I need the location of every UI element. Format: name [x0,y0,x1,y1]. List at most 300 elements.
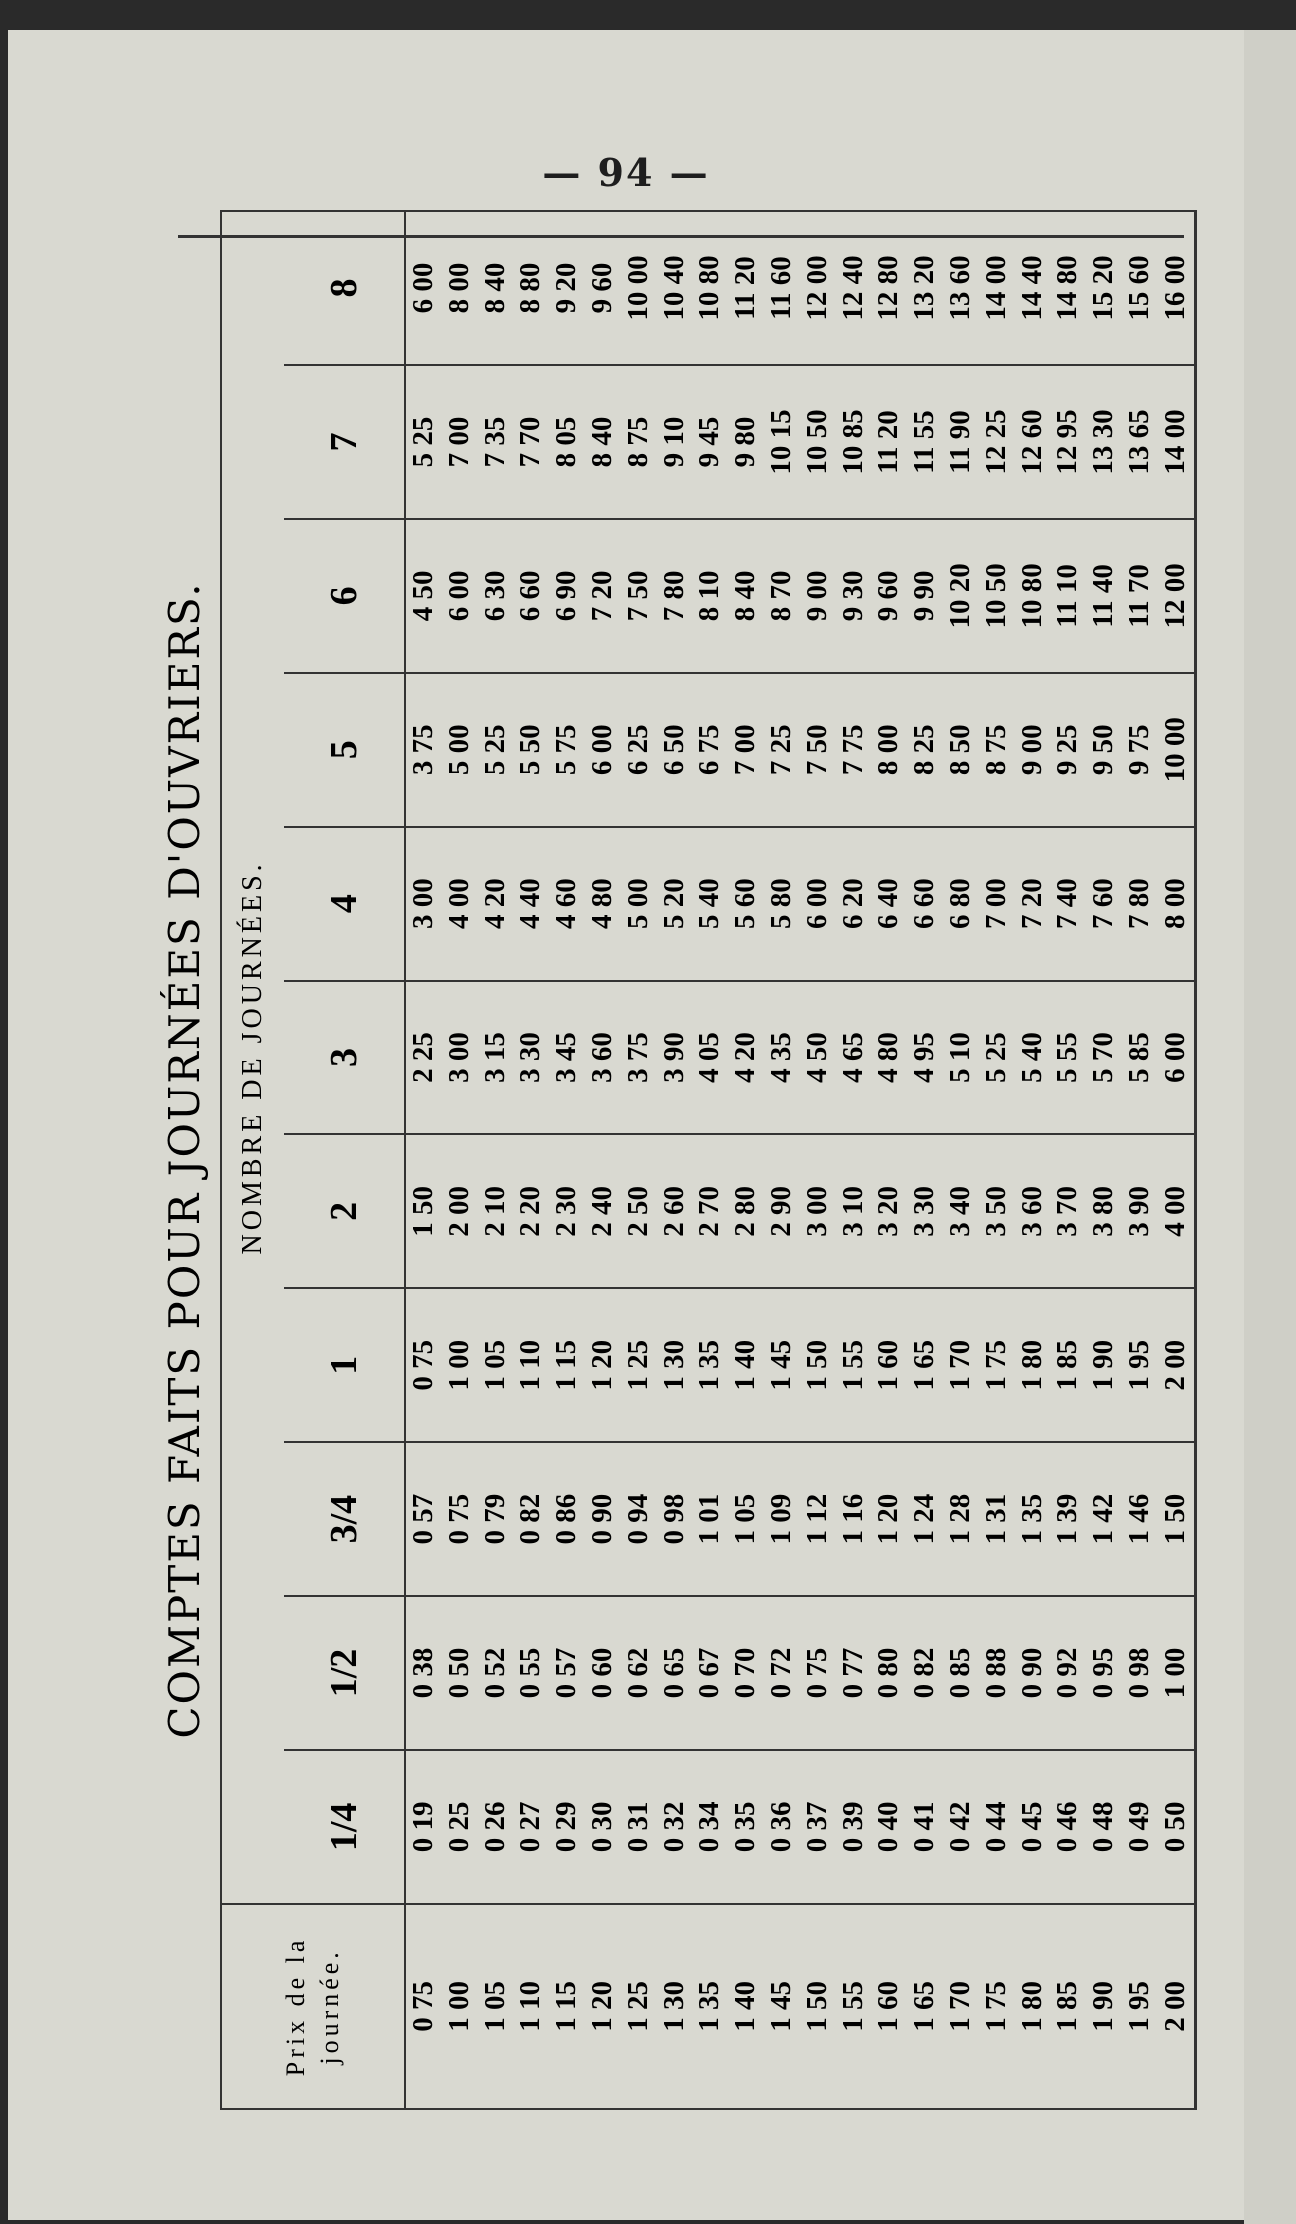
amount-cell: 0 65 [657,1596,693,1750]
amount-cell: 0 95 [1086,1596,1122,1750]
amount-cell: 9 60 [871,519,907,673]
table-row [836,211,872,2109]
amount-cell: 1 20 [585,1288,621,1442]
amount-cell: 2 10 [478,1134,514,1288]
table-row [442,211,478,2109]
price-cell: 1 40 [728,1904,764,2109]
amount-cell: 9 20 [549,211,585,365]
amount-cell: 6 60 [907,827,943,981]
amount-cell: 13 65 [1122,365,1158,519]
amount-cell: 2 70 [692,1134,728,1288]
amount-cell: 12 00 [1158,519,1195,673]
amount-cell: 0 42 [943,1750,979,1904]
amount-cell: 0 52 [478,1596,514,1750]
days-column-header: 8 [284,211,405,365]
days-column-header: 6 [284,519,405,673]
amount-cell: 5 25 [478,673,514,827]
price-cell: 1 20 [585,1904,621,2109]
amount-cell: 2 25 [405,981,442,1135]
price-cell: 1 95 [1122,1904,1158,2109]
amount-cell: 14 40 [1015,211,1051,365]
amount-cell: 1 50 [800,1288,836,1442]
amount-cell: 12 25 [979,365,1015,519]
amount-cell: 9 10 [657,365,693,519]
amount-cell: 16 00 [1158,211,1195,365]
amount-cell: 1 31 [979,1442,1015,1596]
amount-cell: 15 60 [1122,211,1158,365]
amount-cell: 14 80 [1050,211,1086,365]
amount-cell: 0 86 [549,1442,585,1596]
amount-cell: 1 80 [1015,1288,1051,1442]
amount-cell: 3 15 [478,981,514,1135]
amount-cell: 2 30 [549,1134,585,1288]
table-title: COMPTES FAITS POUR JOURNÉES D'OUVRIERS. [160,581,209,1739]
amount-cell: 12 80 [871,211,907,365]
amount-cell: 5 75 [549,673,585,827]
rotated-table-block [150,210,1191,2110]
amount-cell: 0 70 [728,1596,764,1750]
amount-cell: 6 30 [478,519,514,673]
amount-cell: 6 00 [1158,981,1195,1135]
amount-cell: 0 82 [907,1596,943,1750]
amount-cell: 4 95 [907,981,943,1135]
amount-cell: 2 00 [1158,1288,1195,1442]
amount-cell: 6 00 [442,519,478,673]
table-row [478,211,514,2109]
amount-cell: 0 90 [1015,1596,1051,1750]
amount-cell: 4 60 [549,827,585,981]
amount-cell: 13 30 [1086,365,1122,519]
amount-cell: 0 62 [621,1596,657,1750]
amount-cell: 1 60 [871,1288,907,1442]
amount-cell: 4 80 [871,981,907,1135]
table-row [692,211,728,2109]
amount-cell: 12 00 [800,211,836,365]
amount-cell: 3 30 [907,1134,943,1288]
price-cell: 1 65 [907,1904,943,2109]
amount-cell: 1 05 [728,1442,764,1596]
amount-cell: 0 32 [657,1750,693,1904]
amount-cell: 8 00 [1158,827,1195,981]
amount-cell: 2 40 [585,1134,621,1288]
amount-cell: 5 00 [442,673,478,827]
amount-cell: 14 00 [1158,365,1195,519]
amount-cell: 1 10 [513,1288,549,1442]
amount-cell: 1 39 [1050,1442,1086,1596]
amount-cell: 8 50 [943,673,979,827]
days-group-header: NOMBRE DE JOURNÉES. [221,211,284,1904]
amount-cell: 1 28 [943,1442,979,1596]
amount-cell: 0 98 [1122,1596,1158,1750]
table-row [1050,211,1086,2109]
amount-cell: 4 65 [836,981,872,1135]
amount-cell: 6 40 [871,827,907,981]
amount-cell: 1 00 [1158,1596,1195,1750]
amount-cell: 0 27 [513,1750,549,1904]
amount-cell: 4 05 [692,981,728,1135]
amount-cell: 3 75 [405,673,442,827]
amount-cell: 1 55 [836,1288,872,1442]
amount-cell: 3 60 [585,981,621,1135]
amount-cell: 5 70 [1086,981,1122,1135]
amount-cell: 9 90 [907,519,943,673]
amount-cell: 5 60 [728,827,764,981]
amount-cell: 1 50 [405,1134,442,1288]
amount-cell: 1 16 [836,1442,872,1596]
amount-cell: 2 80 [728,1134,764,1288]
amount-cell: 0 79 [478,1442,514,1596]
price-cell: 1 45 [764,1904,800,2109]
amount-cell: 0 38 [405,1596,442,1750]
amount-cell: 9 00 [800,519,836,673]
page-number: — 94 — [542,150,710,195]
amount-cell: 1 09 [764,1442,800,1596]
wage-table [220,210,1197,2110]
amount-cell: 9 00 [1015,673,1051,827]
table-row [907,211,943,2109]
amount-cell: 10 85 [836,365,872,519]
price-cell: 1 25 [621,1904,657,2109]
amount-cell: 1 45 [764,1288,800,1442]
amount-cell: 5 00 [621,827,657,981]
amount-cell: 6 00 [800,827,836,981]
amount-cell: 1 65 [907,1288,943,1442]
amount-cell: 0 25 [442,1750,478,1904]
amount-cell: 10 80 [1015,519,1051,673]
amount-cell: 8 25 [907,673,943,827]
amount-cell: 1 25 [621,1288,657,1442]
price-cell: 1 15 [549,1904,585,2109]
amount-cell: 3 60 [1015,1134,1051,1288]
amount-cell: 0 50 [1158,1750,1195,1904]
amount-cell: 12 95 [1050,365,1086,519]
amount-cell: 5 25 [405,365,442,519]
amount-cell: 8 40 [585,365,621,519]
amount-cell: 6 25 [621,673,657,827]
amount-cell: 3 40 [943,1134,979,1288]
amount-cell: 10 50 [800,365,836,519]
amount-cell: 4 35 [764,981,800,1135]
amount-cell: 11 55 [907,365,943,519]
amount-cell: 0 36 [764,1750,800,1904]
price-cell: 1 30 [657,1904,693,2109]
amount-cell: 5 10 [943,981,979,1135]
price-cell: 1 00 [442,1904,478,2109]
amount-cell: 7 20 [585,519,621,673]
amount-cell: 4 20 [728,981,764,1135]
table-row [728,211,764,2109]
amount-cell: 9 30 [836,519,872,673]
amount-cell: 0 55 [513,1596,549,1750]
amount-cell: 12 40 [836,211,872,365]
price-cell: 1 70 [943,1904,979,2109]
amount-cell: 0 85 [943,1596,979,1750]
amount-cell: 9 45 [692,365,728,519]
amount-cell: 2 00 [442,1134,478,1288]
amount-cell: 0 60 [585,1596,621,1750]
amount-cell: 0 37 [800,1750,836,1904]
amount-cell: 1 70 [943,1288,979,1442]
amount-cell: 7 00 [442,365,478,519]
amount-cell: 4 80 [585,827,621,981]
amount-cell: 1 20 [871,1442,907,1596]
days-column-header: 1 [284,1288,405,1442]
amount-cell: 8 40 [478,211,514,365]
amount-cell: 0 75 [442,1442,478,1596]
amount-cell: 7 00 [979,827,1015,981]
amount-cell: 5 40 [1015,981,1051,1135]
amount-cell: 1 35 [1015,1442,1051,1596]
price-cell: 1 50 [800,1904,836,2109]
amount-cell: 4 40 [513,827,549,981]
amount-cell: 7 50 [621,519,657,673]
amount-cell: 1 24 [907,1442,943,1596]
amount-cell: 4 50 [800,981,836,1135]
amount-cell: 3 90 [657,981,693,1135]
amount-cell: 6 50 [657,673,693,827]
amount-cell: 8 75 [979,673,1015,827]
amount-cell: 8 40 [728,519,764,673]
amount-cell: 0 77 [836,1596,872,1750]
amount-cell: 11 60 [764,211,800,365]
amount-cell: 5 20 [657,827,693,981]
amount-cell: 0 31 [621,1750,657,1904]
amount-cell: 7 25 [764,673,800,827]
amount-cell: 6 00 [405,211,442,365]
amount-cell: 0 35 [728,1750,764,1904]
table-row [585,211,621,2109]
amount-cell: 3 00 [405,827,442,981]
amount-cell: 2 90 [764,1134,800,1288]
amount-cell: 0 57 [549,1596,585,1750]
amount-cell: 11 10 [1050,519,1086,673]
amount-cell: 8 05 [549,365,585,519]
amount-cell: 4 50 [405,519,442,673]
amount-cell: 10 00 [1158,673,1195,827]
amount-cell: 6 90 [549,519,585,673]
adjacent-page-edge [1244,30,1296,2224]
amount-cell: 11 40 [1086,519,1122,673]
amount-cell: 7 40 [1050,827,1086,981]
price-column-header: Prix de la journée. [221,1904,405,2109]
amount-cell: 13 60 [943,211,979,365]
amount-cell: 0 57 [405,1442,442,1596]
amount-cell: 7 80 [1122,827,1158,981]
amount-cell: 0 41 [907,1750,943,1904]
amount-cell: 2 60 [657,1134,693,1288]
amount-cell: 0 75 [800,1596,836,1750]
amount-cell: 6 20 [836,827,872,981]
amount-cell: 3 00 [442,981,478,1135]
amount-cell: 7 75 [836,673,872,827]
amount-cell: 1 15 [549,1288,585,1442]
amount-cell: 9 80 [728,365,764,519]
amount-cell: 3 90 [1122,1134,1158,1288]
amount-cell: 1 30 [657,1288,693,1442]
table-row [657,211,693,2109]
table-row [513,211,549,2109]
amount-cell: 8 00 [871,673,907,827]
table-row [979,211,1015,2109]
amount-cell: 3 80 [1086,1134,1122,1288]
price-cell: 1 85 [1050,1904,1086,2109]
amount-cell: 8 80 [513,211,549,365]
amount-cell: 0 39 [836,1750,872,1904]
table-row [549,211,585,2109]
table-row [1086,211,1122,2109]
price-cell: 1 10 [513,1904,549,2109]
amount-cell: 13 20 [907,211,943,365]
amount-cell: 5 55 [1050,981,1086,1135]
amount-cell: 2 20 [513,1134,549,1288]
amount-cell: 0 72 [764,1596,800,1750]
amount-cell: 9 60 [585,211,621,365]
amount-cell: 3 20 [871,1134,907,1288]
amount-cell: 11 70 [1122,519,1158,673]
amount-cell: 10 50 [979,519,1015,673]
price-cell: 1 80 [1015,1904,1051,2109]
price-cell: 2 00 [1158,1904,1195,2109]
price-cell: 1 55 [836,1904,872,2109]
amount-cell: 3 50 [979,1134,1015,1288]
amount-cell: 0 75 [405,1288,442,1442]
amount-cell: 6 00 [585,673,621,827]
amount-cell: 0 45 [1015,1750,1051,1904]
amount-cell: 1 46 [1122,1442,1158,1596]
amount-cell: 1 85 [1050,1288,1086,1442]
amount-cell: 0 40 [871,1750,907,1904]
amount-cell: 0 67 [692,1596,728,1750]
days-column-header: 1/4 [284,1750,405,1904]
amount-cell: 0 90 [585,1442,621,1596]
table-row [764,211,800,2109]
price-cell: 0 75 [405,1904,442,2109]
amount-cell: 3 70 [1050,1134,1086,1288]
amount-cell: 9 50 [1086,673,1122,827]
amount-cell: 1 40 [728,1288,764,1442]
amount-cell: 7 50 [800,673,836,827]
amount-cell: 0 26 [478,1750,514,1904]
amount-cell: 0 50 [442,1596,478,1750]
amount-cell: 8 10 [692,519,728,673]
amount-cell: 0 80 [871,1596,907,1750]
amount-cell: 2 50 [621,1134,657,1288]
days-column-header: 2 [284,1134,405,1288]
amount-cell: 5 50 [513,673,549,827]
price-cell: 1 35 [692,1904,728,2109]
amount-cell: 0 34 [692,1750,728,1904]
amount-cell: 1 01 [692,1442,728,1596]
amount-cell: 10 80 [692,211,728,365]
amount-cell: 9 25 [1050,673,1086,827]
amount-cell: 0 88 [979,1596,1015,1750]
amount-cell: 0 82 [513,1442,549,1596]
days-column-header: 1/2 [284,1596,405,1750]
amount-cell: 11 20 [728,211,764,365]
amount-cell: 0 44 [979,1750,1015,1904]
amount-cell: 0 92 [1050,1596,1086,1750]
price-cell: 1 05 [478,1904,514,2109]
amount-cell: 0 29 [549,1750,585,1904]
table-row [1015,211,1051,2109]
amount-cell: 0 49 [1122,1750,1158,1904]
amount-cell: 7 60 [1086,827,1122,981]
table-row [800,211,836,2109]
days-column-header: 3 [284,981,405,1135]
amount-cell: 3 30 [513,981,549,1135]
amount-cell: 5 85 [1122,981,1158,1135]
amount-cell: 7 80 [657,519,693,673]
amount-cell: 0 19 [405,1750,442,1904]
table-row [871,211,907,2109]
amount-cell: 0 98 [657,1442,693,1596]
price-cell: 1 60 [871,1904,907,2109]
amount-cell: 10 20 [943,519,979,673]
amount-cell: 3 45 [549,981,585,1135]
amount-cell: 0 30 [585,1750,621,1904]
amount-cell: 1 75 [979,1288,1015,1442]
amount-cell: 0 94 [621,1442,657,1596]
amount-cell: 8 70 [764,519,800,673]
amount-cell: 11 20 [871,365,907,519]
amount-cell: 7 00 [728,673,764,827]
days-column-header: 3/4 [284,1442,405,1596]
amount-cell: 10 00 [621,211,657,365]
amount-cell: 3 00 [800,1134,836,1288]
table-row [1158,211,1195,2109]
amount-cell: 10 15 [764,365,800,519]
amount-cell: 0 48 [1086,1750,1122,1904]
amount-cell: 6 75 [692,673,728,827]
price-cell: 1 90 [1086,1904,1122,2109]
days-column-header: 7 [284,365,405,519]
amount-cell: 4 00 [1158,1134,1195,1288]
amount-cell: 1 50 [1158,1442,1195,1596]
amount-cell: 6 80 [943,827,979,981]
amount-cell: 11 90 [943,365,979,519]
amount-cell: 3 75 [621,981,657,1135]
amount-cell: 5 25 [979,981,1015,1135]
amount-cell: 1 42 [1086,1442,1122,1596]
table-row [405,211,442,2109]
amount-cell: 7 20 [1015,827,1051,981]
amount-cell: 1 05 [478,1288,514,1442]
amount-cell: 15 20 [1086,211,1122,365]
amount-cell: 4 00 [442,827,478,981]
amount-cell: 6 60 [513,519,549,673]
amount-cell: 1 35 [692,1288,728,1442]
amount-cell: 1 00 [442,1288,478,1442]
amount-cell: 1 90 [1086,1288,1122,1442]
amount-cell: 5 40 [692,827,728,981]
amount-cell: 14 00 [979,211,1015,365]
amount-cell: 10 40 [657,211,693,365]
amount-cell: 1 95 [1122,1288,1158,1442]
amount-cell: 4 20 [478,827,514,981]
amount-cell: 9 75 [1122,673,1158,827]
table-row [1122,211,1158,2109]
price-cell: 1 75 [979,1904,1015,2109]
amount-cell: 8 75 [621,365,657,519]
amount-cell: 5 80 [764,827,800,981]
days-column-header: 4 [284,827,405,981]
days-column-header: 5 [284,673,405,827]
amount-cell: 1 12 [800,1442,836,1596]
table-row [621,211,657,2109]
amount-cell: 7 35 [478,365,514,519]
amount-cell: 8 00 [442,211,478,365]
table-row [943,211,979,2109]
